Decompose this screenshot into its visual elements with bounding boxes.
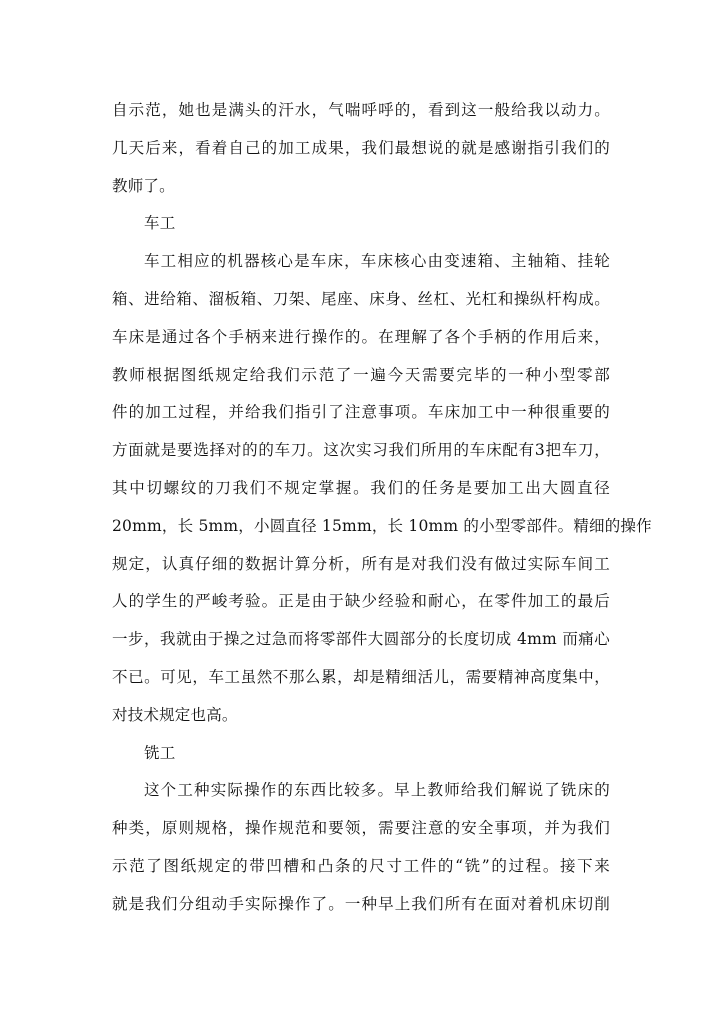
text-line: 教师根据图纸规定给我们示范了一遍今天需要完毕的一种小型零部	[112, 365, 610, 384]
text-line: 件的加工过程，并给我们指引了注意事项。车床加工中一种很重要的	[112, 403, 610, 422]
paragraph-first-line: 车工相应的机器核心是车床，车床核心由变速箱、主轴箱、挂轮	[144, 252, 610, 271]
text-line: 20mm，长 5mm，小圆直径 15mm，长 10mm 的小型零部件。精细的操作	[112, 516, 652, 535]
section-heading-milling: 铣工	[144, 743, 176, 762]
text-line: 几天后来，看着自己的加工成果，我们最想说的就是感谢指引我们的	[112, 138, 610, 157]
text-line: 示范了图纸规定的带凹槽和凸条的尺寸工件的“铣”的过程。接下来	[112, 856, 610, 875]
paragraph-first-line: 这个工种实际操作的东西比较多。早上教师给我们解说了铣床的	[144, 781, 610, 800]
section-heading-turning: 车工	[144, 214, 176, 233]
text-line: 不已。可见，车工虽然不那么累，却是精细活儿，需要精神高度集中，	[112, 667, 610, 686]
text-line: 自示范，她也是满头的汗水，气喘呼呼的，看到这一般给我以动力。	[112, 101, 610, 119]
text-line: 一步，我就由于操之过急而将零部件大圆部分的长度切成 4mm 而痛心	[112, 630, 610, 649]
text-line: 规定，认真仔细的数据计算分析，所有是对我们没有做过实际车间工	[112, 554, 610, 573]
text-line: 对技术规定也高。	[112, 705, 238, 724]
text-line: 种类，原则规格，操作规范和要领，需要注意的安全事项，并为我们	[112, 819, 610, 838]
text-line: 箱、进给箱、溜板箱、刀架、尾座、床身、丝杠、光杠和操纵杆构成。	[112, 289, 610, 308]
text-line: 方面就是要选择对的的车刀。这次实习我们所用的车床配有3把车刀，	[112, 441, 610, 460]
text-line: 人的学生的严峻考验。正是由于缺少经验和耐心，在零件加工的最后	[112, 592, 610, 611]
text-line: 教师了。	[112, 176, 175, 195]
text-line: 车床是通过各个手柄来进行操作的。在理解了各个手柄的作用后来，	[112, 327, 610, 346]
text-line: 其中切螺纹的刀我们不规定掌握。我们的任务是要加工出大圆直径	[112, 478, 610, 497]
text-line: 就是我们分组动手实际操作了。一种早上我们所有在面对着机床切削	[112, 894, 610, 913]
document-page	[112, 92, 652, 924]
